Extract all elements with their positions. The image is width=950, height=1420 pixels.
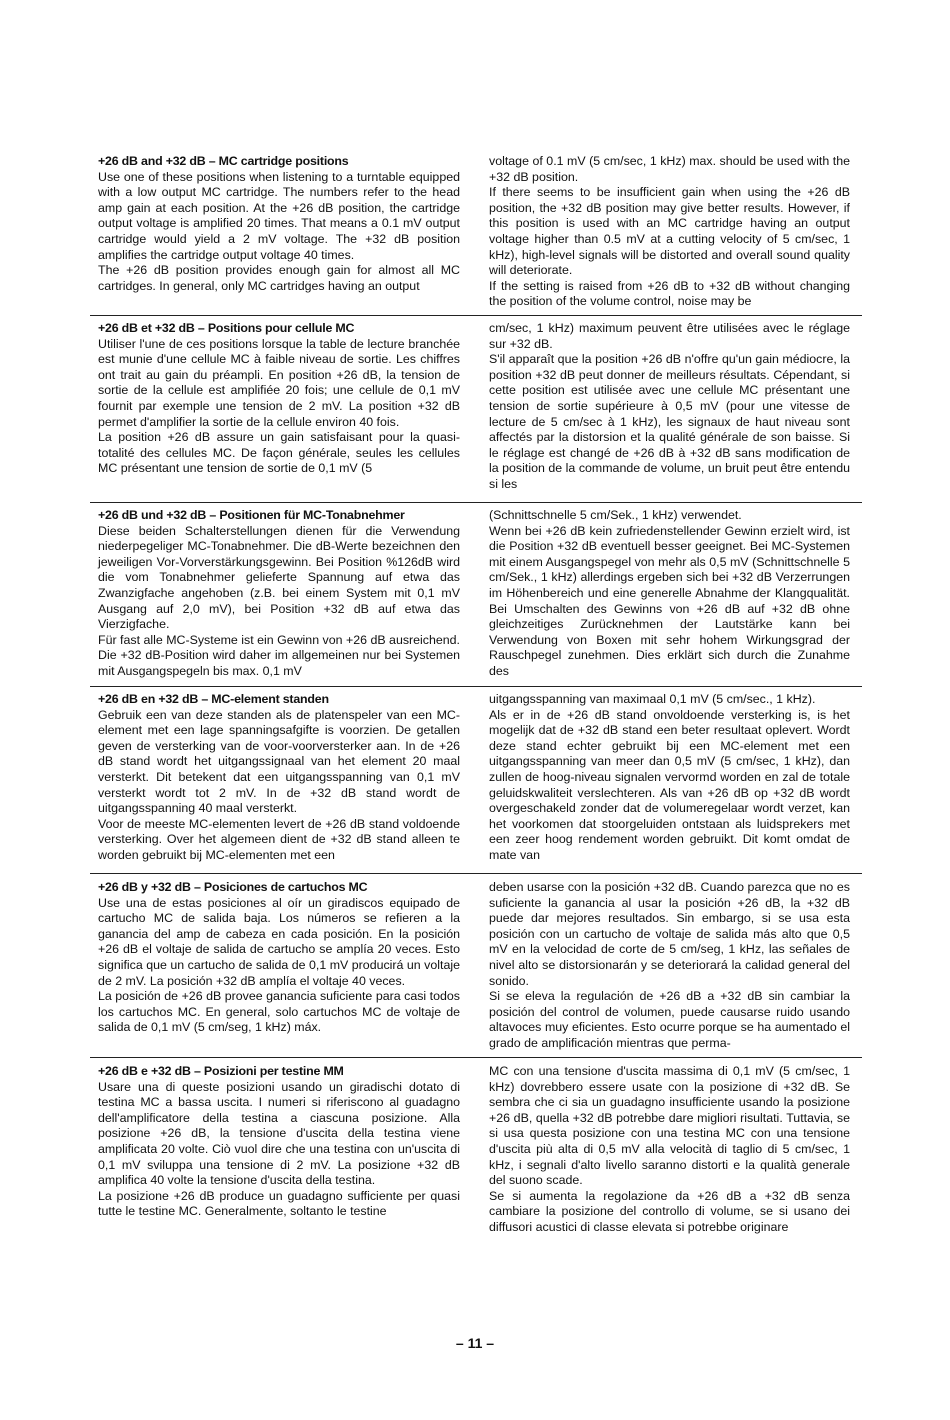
paragraph: If there seems to be insufficient gain when using the +26 dB position, the +32 dB position may give better results. However, if this position is used with an MC cartridge having an output voltage higher than 0.5 mV at a cutting velocity of 5 cm/sec, 1 kHz), high-level signals will be distorted and overall sound quality will deteriorate. [489, 185, 850, 278]
paragraph: cm/sec, 1 kHz) maximum peuvent être utilisées avec le réglage sur +32 dB. [489, 321, 850, 351]
paragraph: Si se eleva la regulación de +26 dB a +32 dB sin cambiar la posición del control de volumen, puede causarse ruido usando altavoces muy eficientes. Esto ocurre porque se ha aumentado el grado de amplificación mientras que perma- [489, 989, 850, 1050]
left-column [98, 692, 460, 864]
paragraph: (Schnittschnelle 5 cm/Sek., 1 kHz) verwendet. [489, 508, 742, 522]
paragraph: La posizione +26 dB produce un guadagno sufficiente per quasi tutte le testine MC. Generalmente, soltanto le testine [98, 1188, 460, 1219]
paragraph: MC con una tensione d'uscita massima di 0,1 mV (5 cm/sec, 1 kHz) dovrebbero essere usate con la posizione di +32 dB. Se sembra che ci sia un guadagno insufficiente usando la posizione +26 dB, quella +32 dB potrebbe dare migliori risultati. Tuttavia, se si usa questa posizione con una testina MC con una tensione d'uscita più alta di 0,5 mV alla velocità di taglio di 5 cm/sec, 1 kHz, i segnali d'alto livello saranno distorti e la qualità generale del suono scade. [489, 1064, 850, 1188]
page-number: – 11 – [455, 1335, 495, 1351]
paragraph: Wenn bei +26 dB kein zufriedenstellender Gewinn erzielt wird, ist die Position +32 dB eventuell besser geeignet. Bei MC-Systemen mit einem Ausgangspegel von mehr als 0,5 mV (Schnittschnelle 5 cm/Sek., 1 kHz) allerdings ergeben sich bei +32 dB Verzerrungen im Höhenbereich und eine generelle Abnahme der Klangqualität. Bei Umschalten des Gewinns von +26 dB auf +32 dB ohne gleichzeitiges Zurücknehmen der Lautstärke kann bei Verwendung von Boxen mit sehr hohem Wirkungsgrad der Rauschpegel zunehmen. Dies erklärt sich durch die Zunahme des [489, 523, 850, 678]
paragraph: Als er in de +26 dB stand onvoldoende versterking is, is het mogelijk dat de +32 dB stand een beter resultaat oplevert. Wordt deze stand echter gebruikt bij een MC-element met een uitgangsspanning van meer dan 0,5 mV (5 cm/sec, 1 kHz), dan zullen de hoog-niveau signalen vervormd worden en zal de totale geluidskwaliteit verslechteren. Als van +26 dB op +32 dB wordt overgeschakeld zonder dat de volumeregelaar wordt verzet, kan het voorkomen dat stoorgeluiden ontstaan als luidsprekers met een zeer hoog rendement worden gebruikt. Dit komt omdat de mate van [489, 707, 850, 862]
left-column [98, 1064, 460, 1220]
paragraph: The +26 dB position provides enough gain for almost all MC cartridges. In general, only MC cartridges having an output [98, 263, 460, 293]
section-heading: +26 dB et +32 dB – Positions pour cellule MC [98, 321, 355, 335]
paragraph: Diese beiden Schalterstellungen dienen für die Verwendung niederpegeliger MC-Tonabnehmer. Die dB-Werte bezeichnen den jeweiligen Vor-Vorverstärkungsgewinn. Bei Position %126dB wird die vom Tonabnehmer gelieferte Spannung auf etwa das Zwanzigfache angehoben (z.B. bei einem System mit 0,1 mV Ausgang auf 2,0 mV), bei Position +32 dB auf etwa das Vierzigfache. [98, 523, 460, 632]
paragraph: S'il apparaît que la position +26 dB n'offre qu'un gain médiocre, la position +32 dB peut donner de meilleurs résultats. Cépendant, si cette position est utilisée avec une cellule MC présentant une tension de sortie supérieure à 0,5 mV (pour une vitesse de lecture de 5 cm/sec à 1 kHz), les signaux de haut niveau sont affectés par la distorsion et la qualité générale de son baisse. Si le réglage est changé de +26 dB à +32 dB sans modification de la position de la commande de volume, un bruit peut être entendu si les [489, 352, 850, 491]
section-divider [90, 315, 862, 316]
paragraph: uitgangsspanning van maximaal 0,1 mV (5 cm/sec., 1 kHz). [489, 692, 816, 706]
left-column [98, 880, 460, 1036]
paragraph: Utiliser l'une de ces positions lorsque la table de lecture branchée est munie d'une cellule MC à faible niveau de sortie. Les chiffres ont trait au gain du préampli. En position +26 dB, la tension de sortie de la cellule est amplifiée 20 fois; une cellule de 0,1 mV fournit par exemple une tension de 2 mV. La position +32 dB permet d'amplifier la sortie de la cellule environ 40 fois. [98, 336, 460, 429]
left-column [98, 321, 460, 477]
right-column [489, 1064, 850, 1236]
section-heading: +26 dB and +32 dB – MC cartridge positions [98, 154, 349, 168]
section-heading: +26 dB y +32 dB – Posiciones de cartuchos MC [98, 880, 368, 894]
paragraph: La posición de +26 dB provee ganancia suficiente para casi todos los cartuchos MC. En general, solo cartuchos MC de voltaje de salida de 0,1 mV (5 cm/seg, 1 kHz) máx. [98, 989, 460, 1035]
right-column [489, 508, 850, 680]
paragraph: Usare una di queste posizioni usando un giradischi dotato di testina MC a bassa uscita. I numeri si riferiscono al guadagno dell'amplificatore della testina a ciascuna posizione. Alla posizione +26 dB, la tensione d'uscita della testina viene amplificata 20 volte. Ciò vuol dire che una testina con un'uscita di 0,1 mV sviluppa una tensione di 2 mV. La posizione +32 dB amplifica 40 volte la tensione d'uscita della testina. [98, 1079, 460, 1188]
left-column [98, 154, 460, 294]
section-heading: +26 dB en +32 dB – MC-element standen [98, 692, 329, 706]
paragraph: deben usarse con la posición +32 dB. Cuando parezca que no es suficiente la ganancia al usar la posición +26 dB, la +32 dB puede dar mejores resultados. Sin embargo, si se usa esta posición con un cartucho de voltaje de salida más alto que 0,5 mV en la velocidad de corte de 5 cm/seg, 1 kHz, las señales de nivel alto se distorsionarán y se deteriorará la calidad general del sonido. [489, 880, 850, 988]
paragraph: Se si aumenta la regolazione da +26 dB a +32 dB senza cambiare la posizione del controllo di volume, se si usano dei diffusori acustici di classe elevata si potrebbe originare [489, 1188, 850, 1234]
right-column [489, 321, 850, 493]
paragraph: Use one of these positions when listening to a turntable equipped with a low output MC cartridge. The numbers refer to the head amp gain at each position. At the +26 dB position, the cartridge output voltage is amplified 20 times. That means a 0.1 mV output cartridge would yield a 2 mV voltage. The +32 dB position amplifies the cartridge output voltage 40 times. [98, 169, 460, 262]
right-column [489, 880, 850, 1052]
left-column [98, 508, 460, 680]
paragraph: Für fast alle MC-Systeme ist ein Gewinn von +26 dB ausreichend. Die +32 dB-Position wird daher im allgemeinen nur bei Systemen mit Ausgangspegeln bis max. 0,1 mV [98, 632, 460, 678]
paragraph: Gebruik een van deze standen als de platenspeler van een MC-element met een lage spanningsafgifte is voorzien. De getallen geven de versterking van de voor-voorversterker aan. In de +26 dB stand wordt het uitgangssignaal van het element 20 maal versterkt. Dit betekent dat een uitgangsspanning van 0,1 mV versterkt wordt tot 2 mV. In de +32 dB stand wordt de uitgangsspanning 40 maal versterkt. [98, 707, 460, 816]
paragraph: voltage of 0.1 mV (5 cm/sec, 1 kHz) max. should be used with the +32 dB position. [489, 154, 850, 184]
section-divider [90, 873, 862, 874]
section-divider [90, 1057, 862, 1058]
paragraph: If the setting is raised from +26 dB to +32 dB without changing the position of the volume control, noise may be [489, 278, 850, 309]
section-heading: +26 dB e +32 dB – Posizioni per testine MM [98, 1064, 344, 1078]
section-heading: +26 dB und +32 dB – Positionen für MC-Tonabnehmer [98, 508, 405, 522]
section-divider [90, 502, 862, 503]
section-divider [90, 686, 862, 687]
paragraph: Use una de estas posiciones al oír un giradiscos equipado de cartucho MC de salida baja. Los números se refieren a la ganancia del amp de cabeza en cada posición. En la posición +26 dB el voltaje de salida de cartucho se amplía 20 veces. Esto significa que un cartucho de salida de 0,1 mV producirá un voltaje de 2 mV. La posición +32 dB amplía el voltaje 40 veces. [98, 895, 460, 988]
paragraph: Voor de meeste MC-elementen levert de +26 dB stand voldoende versterking. Over het algemeen dient de +32 dB stand alleen te worden gebruikt bij MC-elementen met een [98, 816, 460, 862]
right-column [489, 154, 850, 310]
right-column [489, 692, 850, 864]
paragraph: La position +26 dB assure un gain satisfaisant pour la quasi-totalité des cellules MC. De façon générale, seules les cellules MC présentant une tension de sortie de 0,1 mV (5 [98, 430, 460, 476]
